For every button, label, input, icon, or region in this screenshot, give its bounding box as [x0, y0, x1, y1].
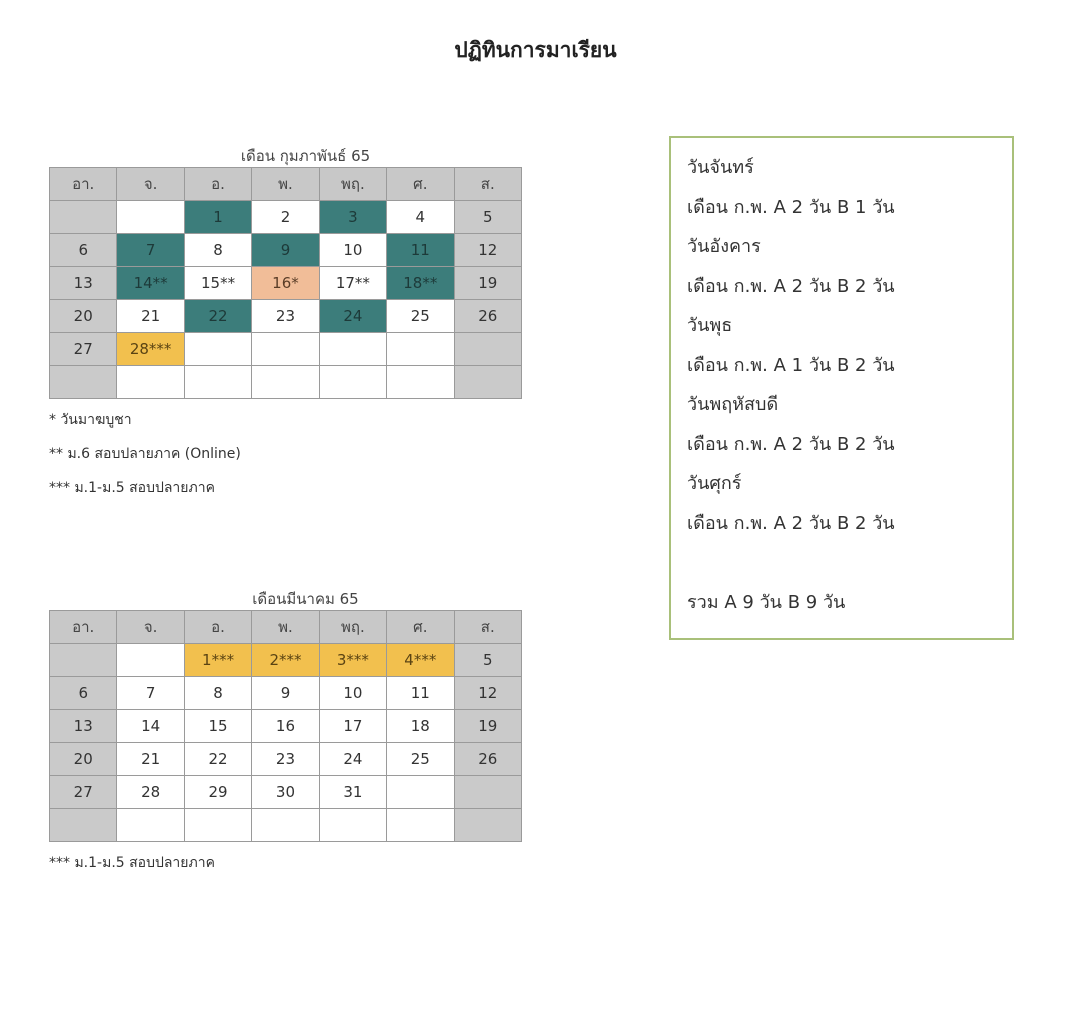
- calendar-week-row: [50, 300, 522, 333]
- weekday-header: ศ.: [387, 168, 454, 201]
- calendar-day-cell: [117, 366, 184, 399]
- calendar-day-cell: 29: [184, 776, 251, 809]
- calendar-day-cell: 17**: [319, 267, 386, 300]
- weekday-header: พฤ.: [319, 168, 386, 201]
- summary-spacer: [687, 549, 1012, 589]
- calendar-day-cell: [454, 809, 521, 842]
- calendar-day-cell: 3***: [319, 644, 386, 677]
- calendar-day-cell: [387, 366, 454, 399]
- calendar-day-cell: 13: [50, 267, 117, 300]
- calendar-grid: [49, 610, 522, 842]
- calendar-march: [49, 588, 522, 886]
- calendar-day-cell: [252, 366, 319, 399]
- weekday-header: จ.: [117, 611, 184, 644]
- calendar-day-cell: 9: [252, 677, 319, 710]
- calendar-day-cell: 18: [387, 710, 454, 743]
- calendar-day-cell: [454, 333, 521, 366]
- summary-line: เดือน ก.พ. A 2 วัน B 2 วัน: [687, 512, 895, 534]
- calendar-day-cell: 28: [117, 776, 184, 809]
- calendar-month-title: เดือน กุมภาพันธ์ 65: [240, 147, 371, 165]
- calendar-week-row: [50, 644, 522, 677]
- calendar-day-cell: 15: [184, 710, 251, 743]
- weekday-header: จ.: [117, 168, 184, 201]
- weekday-header: อา.: [50, 611, 117, 644]
- calendar-day-cell: 21: [117, 300, 184, 333]
- calendar-day-cell: 8: [184, 677, 251, 710]
- summary-line: เดือน ก.พ. A 1 วัน B 2 วัน: [687, 354, 895, 376]
- calendar-day-cell: 5: [454, 201, 521, 234]
- calendar-day-cell: 7: [117, 677, 184, 710]
- calendar-legend-notes: [49, 409, 522, 511]
- summary-total: รวม A 9 วัน B 9 วัน: [687, 592, 846, 613]
- weekday-header-row: [50, 611, 522, 644]
- calendar-day-cell: [454, 776, 521, 809]
- calendar-day-cell: 12: [454, 234, 521, 267]
- summary-line: วันพฤหัสบดี: [687, 394, 779, 415]
- calendar-day-cell: 22: [184, 743, 251, 776]
- calendar-day-cell: [252, 333, 319, 366]
- calendar-day-cell: [387, 333, 454, 366]
- calendar-day-cell: 24: [319, 300, 386, 333]
- calendar-legend-notes: [49, 852, 522, 886]
- weekday-header: อ.: [184, 611, 251, 644]
- weekday-header: พฤ.: [319, 611, 386, 644]
- calendar-day-cell: 3: [319, 201, 386, 234]
- calendar-day-cell: 1: [184, 201, 251, 234]
- calendar-day-cell: [184, 366, 251, 399]
- calendar-day-cell: [117, 809, 184, 842]
- page-title: ปฏิทินการมาเรียน: [454, 38, 617, 62]
- calendar-day-cell: 20: [50, 300, 117, 333]
- weekday-header: ศ.: [387, 611, 454, 644]
- calendar-day-cell: 2***: [252, 644, 319, 677]
- calendar-day-cell: 7: [117, 234, 184, 267]
- calendar-month-title: เดือนมีนาคม 65: [252, 590, 359, 608]
- summary-line: วันศุกร์: [687, 473, 742, 494]
- summary-line: เดือน ก.พ. A 2 วัน B 2 วัน: [687, 433, 895, 455]
- summary-line: เดือน ก.พ. A 2 วัน B 1 วัน: [687, 196, 895, 218]
- calendar-day-cell: [50, 644, 117, 677]
- summary-line: เดือน ก.พ. A 2 วัน B 2 วัน: [687, 275, 895, 297]
- calendar-day-cell: 10: [319, 677, 386, 710]
- calendar-day-cell: 1***: [184, 644, 251, 677]
- calendar-week-row: [50, 201, 522, 234]
- legend-note: *** ม.1-ม.5 สอบปลายภาค: [49, 480, 215, 496]
- calendar-day-cell: [319, 333, 386, 366]
- calendar-day-cell: 19: [454, 267, 521, 300]
- weekday-header: ส.: [454, 611, 521, 644]
- calendar-day-cell: 27: [50, 333, 117, 366]
- calendar-day-cell: [252, 809, 319, 842]
- summary-line: วันอังคาร: [687, 236, 761, 257]
- calendar-day-cell: 4: [387, 201, 454, 234]
- calendar-day-cell: [184, 333, 251, 366]
- calendar-day-cell: 13: [50, 710, 117, 743]
- weekday-header: พ.: [252, 168, 319, 201]
- calendar-day-cell: 8: [184, 234, 251, 267]
- calendar-day-cell: 17: [319, 710, 386, 743]
- calendar-week-row: [50, 743, 522, 776]
- calendar-day-cell: 9: [252, 234, 319, 267]
- calendar-day-cell: [117, 201, 184, 234]
- legend-note: ** ม.6 สอบปลายภาค (Online): [49, 446, 241, 462]
- calendar-week-row: [50, 809, 522, 842]
- calendar-day-cell: 6: [50, 234, 117, 267]
- calendar-day-cell: [50, 366, 117, 399]
- calendar-day-cell: 27: [50, 776, 117, 809]
- calendar-day-cell: 26: [454, 300, 521, 333]
- calendar-day-cell: 12: [454, 677, 521, 710]
- calendar-day-cell: 31: [319, 776, 386, 809]
- weekday-header-row: [50, 168, 522, 201]
- calendar-day-cell: 23: [252, 300, 319, 333]
- calendar-week-row: [50, 677, 522, 710]
- calendar-day-cell: [117, 644, 184, 677]
- calendar-day-cell: 14: [117, 710, 184, 743]
- calendar-day-cell: 10: [319, 234, 386, 267]
- calendar-day-cell: 11: [387, 234, 454, 267]
- calendar-week-row: [50, 234, 522, 267]
- calendar-week-row: [50, 333, 522, 366]
- calendar-day-cell: 16*: [252, 267, 319, 300]
- calendar-day-cell: 21: [117, 743, 184, 776]
- calendar-day-cell: 25: [387, 300, 454, 333]
- calendar-day-cell: [319, 366, 386, 399]
- calendar-week-row: [50, 710, 522, 743]
- attendance-summary-box: [669, 136, 1014, 640]
- calendar-day-cell: 15**: [184, 267, 251, 300]
- calendar-day-cell: 28***: [117, 333, 184, 366]
- weekday-header: อา.: [50, 168, 117, 201]
- calendar-day-cell: 23: [252, 743, 319, 776]
- calendar-day-cell: 4***: [387, 644, 454, 677]
- calendar-day-cell: 16: [252, 710, 319, 743]
- legend-note: *** ม.1-ม.5 สอบปลายภาค: [49, 855, 215, 871]
- calendar-day-cell: [50, 809, 117, 842]
- calendar-day-cell: 24: [319, 743, 386, 776]
- calendar-day-cell: 14**: [117, 267, 184, 300]
- calendar-grid: [49, 167, 522, 399]
- calendar-week-row: [50, 366, 522, 399]
- calendar-week-row: [50, 776, 522, 809]
- calendar-day-cell: 2: [252, 201, 319, 234]
- calendar-day-cell: 25: [387, 743, 454, 776]
- calendar-week-row: [50, 267, 522, 300]
- weekday-header: อ.: [184, 168, 251, 201]
- calendar-day-cell: [387, 809, 454, 842]
- calendar-day-cell: 6: [50, 677, 117, 710]
- calendar-day-cell: [319, 809, 386, 842]
- calendar-day-cell: 5: [454, 644, 521, 677]
- calendar-day-cell: 20: [50, 743, 117, 776]
- weekday-header: พ.: [252, 611, 319, 644]
- calendar-day-cell: 11: [387, 677, 454, 710]
- legend-note: * วันมาฆบูชา: [49, 412, 132, 428]
- calendar-day-cell: [184, 809, 251, 842]
- calendar-day-cell: 18**: [387, 267, 454, 300]
- summary-line: วันจันทร์: [687, 157, 754, 178]
- calendar-day-cell: [50, 201, 117, 234]
- calendar-day-cell: 22: [184, 300, 251, 333]
- summary-line: วันพุธ: [687, 315, 733, 336]
- calendar-day-cell: 30: [252, 776, 319, 809]
- calendar-day-cell: 19: [454, 710, 521, 743]
- calendar-february: [49, 145, 522, 511]
- calendar-day-cell: [387, 776, 454, 809]
- calendar-day-cell: [454, 366, 521, 399]
- weekday-header: ส.: [454, 168, 521, 201]
- calendar-day-cell: 26: [454, 743, 521, 776]
